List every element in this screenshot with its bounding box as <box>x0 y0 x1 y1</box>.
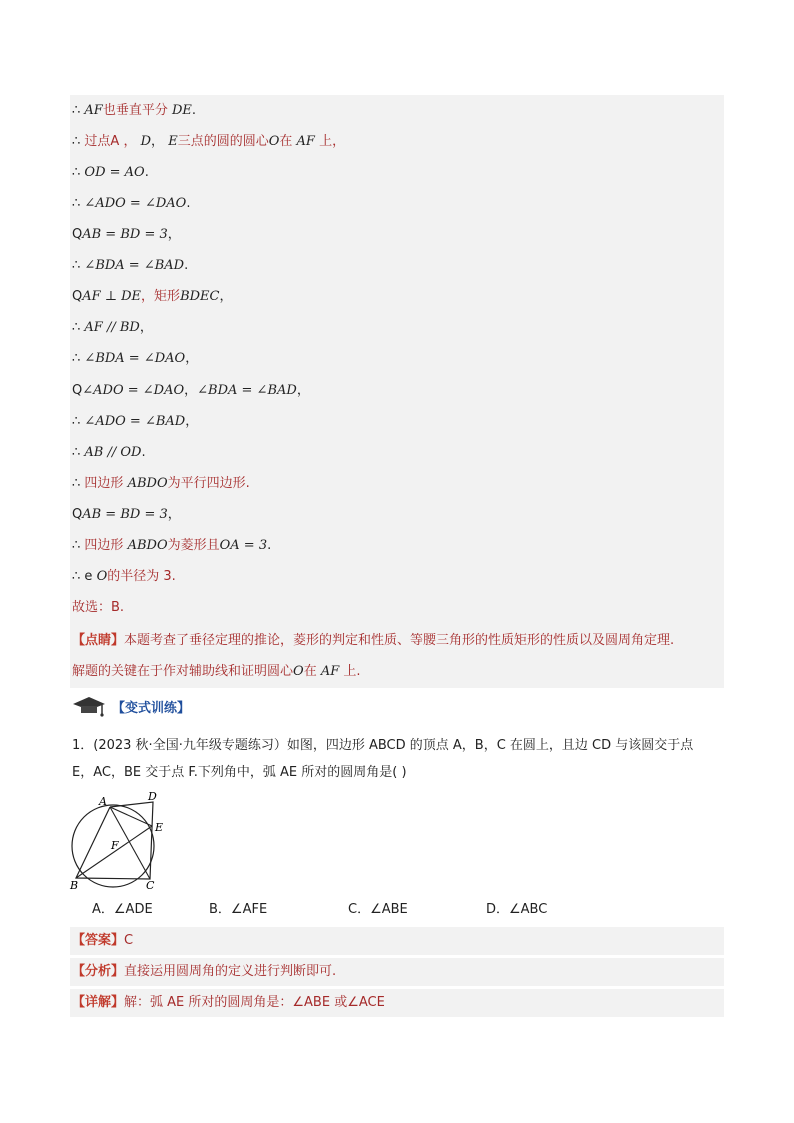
variant-training-heading <box>72 694 190 718</box>
comment-line-2: 解题的关键在于作对辅助线和证明圆心O在 AF 上. <box>72 664 361 679</box>
segment-ae <box>110 807 152 826</box>
analysis-line: 【分析】直接运用圆周角的定义进行判断即可. <box>72 964 337 979</box>
circle-quadrilateral-figure <box>66 788 176 893</box>
solution-line-4: ∴ ∠ADO = ∠DAO. <box>72 196 191 211</box>
answer-choice: 故选：B. <box>72 600 125 615</box>
solution-line-3: ∴ OD = AO. <box>72 165 149 180</box>
label-e: E <box>155 821 164 834</box>
solution-line-7: QAF ⊥ DE，矩形BDEC， <box>72 289 233 304</box>
solution-line-15: ∴ 四边形 ABDO为菱形且OA = 3. <box>72 538 272 553</box>
solution-line-10: Q∠ADO = ∠DAO，∠BDA = ∠BAD， <box>72 383 310 398</box>
answer-strip <box>70 927 724 955</box>
solution-line-11: ∴ ∠ADO = ∠BAD， <box>72 414 199 429</box>
answer-line: 【答案】C <box>72 933 134 948</box>
detail-line: 【详解】解：弧 AE 所对的圆周角是：∠ABE 或∠ACE <box>72 995 385 1010</box>
solution-line-8: ∴ AF // BD， <box>72 320 153 335</box>
solution-line-2: ∴ 过点A ， D， E三点的圆的圆心O在 AF 上， <box>72 134 346 149</box>
label-f: F <box>111 839 119 852</box>
option-c[interactable]: C．∠ABE <box>348 902 408 917</box>
comment-line-1: 【点睛】本题考查了垂径定理的推论，菱形的判定和性质、等腰三角形的性质矩形的性质以及圆周角定理. <box>72 633 675 648</box>
solution-line-6: ∴ ∠BDA = ∠BAD. <box>72 258 189 273</box>
option-d[interactable]: D．∠ABC <box>486 902 548 917</box>
option-b[interactable]: B．∠AFE <box>209 902 268 917</box>
solution-line-5: QAB = BD = 3， <box>72 227 181 242</box>
solution-line-9: ∴ ∠BDA = ∠DAO， <box>72 351 199 366</box>
label-c: C <box>146 879 155 892</box>
solution-line-1: ∴ AF也垂直平分 DE. <box>72 103 197 118</box>
label-d: D <box>148 790 157 803</box>
solution-line-16: ∴ e O的半径为 3. <box>72 569 176 584</box>
option-a[interactable]: A．∠ADE <box>92 902 153 917</box>
variant-training-label: 【变式训练】 <box>112 700 191 716</box>
label-a: A <box>99 795 107 808</box>
solution-line-12: ∴ AB // OD. <box>72 445 146 460</box>
question-line-2: E，AC，BE 交于点 F.下列角中，弧 AE 所对的圆周角是( ) <box>72 765 407 780</box>
label-b: B <box>70 879 79 892</box>
segment-be <box>76 826 152 878</box>
solution-line-13: ∴ 四边形 ABDO为平行四边形. <box>72 476 250 491</box>
question-line-1: 1．(2023 秋·全国·九年级专题练习）如图，四边形 ABCD 的顶点 A，B，C 在圆上，且边 CD 与该圆交于点 <box>72 738 694 753</box>
solution-line-14: QAB = BD = 3， <box>72 507 181 522</box>
graduation-cap-icon <box>72 695 106 717</box>
